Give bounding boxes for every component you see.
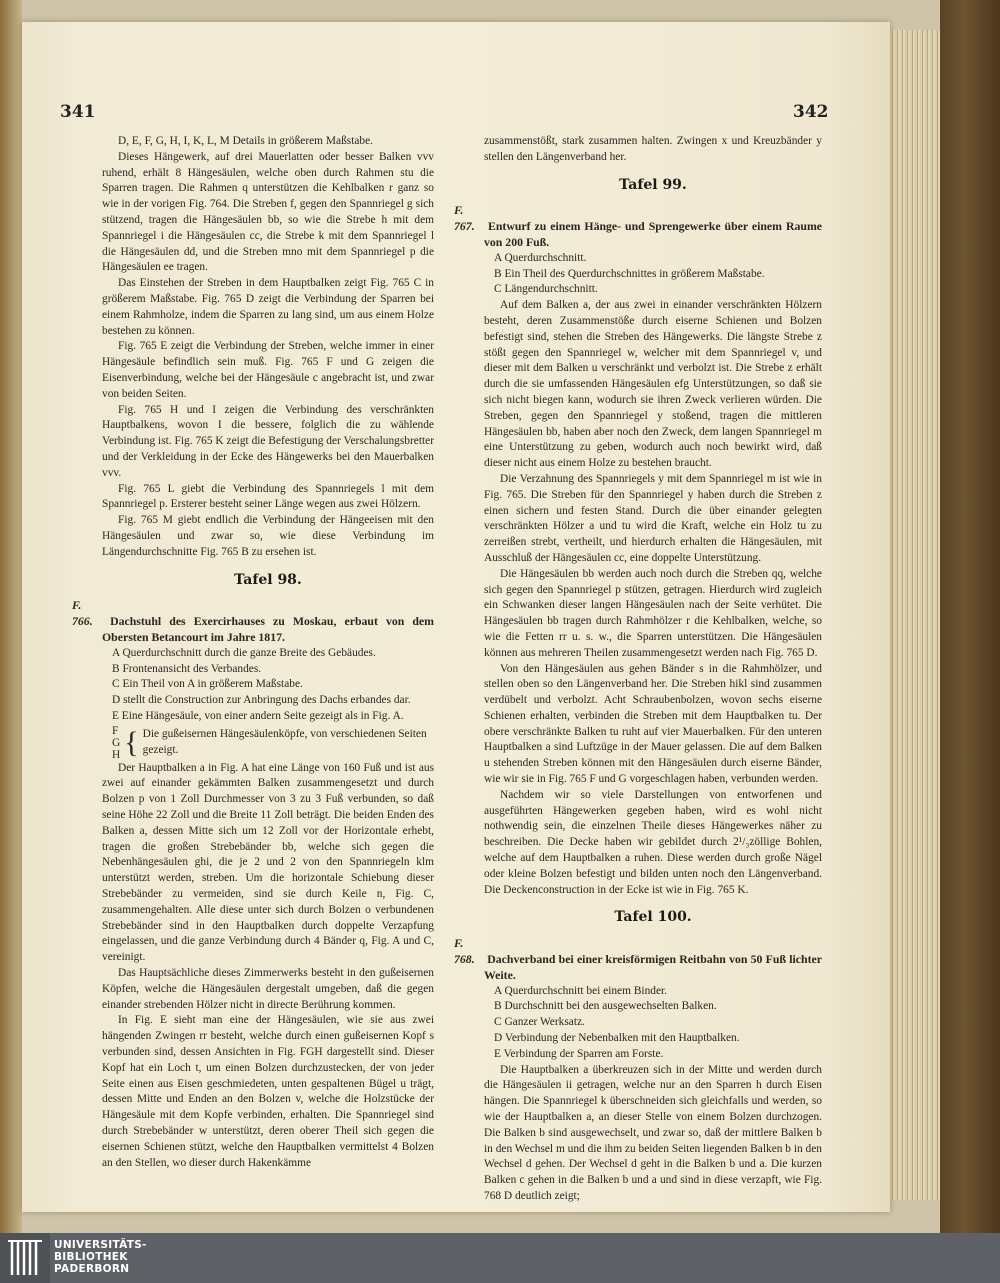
library-name-line: PADERBORN [54,1263,130,1275]
list-item: C Ganzer Werksatz. [494,1016,585,1029]
paragraph: Das Einstehen der Streben in dem Hauptbalken zeigt Fig. 765 C in größerem Maßstabe. Fig. 765 D zeigt die Verbindung der Sparren bei einem Rahmholze, indem die Sparren zu lang sind, um aus einem Holze bestehen zu können. [102,277,434,337]
paragraph: Die Hängesäulen bb werden auch noch durch die Streben qq, welche sich gegen den Spannriegel p stützen, getragen. Hierdurch wird zugleich ein Schwanken dieser langen Hängesäulen nach der Seite verhütet. Die Hängesäulen bb tragen durch Rahmhölzer r die Kehlbalken, welche, so wie die Fetten rr u. s. w., die Sparren unterstützen. Die Hängesäulen können aus mehreren Theilen zusammengesetzt werden nach Fig. 765 D. [484,567,822,659]
figure-caption [454,203,823,250]
brace-letter: F [112,724,119,737]
section-heading: Tafel 99. [619,176,687,193]
paragraph: Fig. 765 H und I zeigen die Verbindung des verschränkten Hauptbalkens, wovon I die bessere, folglich die zu wählende Verbindung ist. Fig. 765 K zeigt die Befestigung der Verschalungsbretter und der Verkleidung in der Ecke des Hängewerks bei den Mauerbalken vvv. [102,403,434,479]
paragraph: D, E, F, G, H, I, K, L, M Details in größerem Maßstabe. [118,135,374,147]
book-cover-board [940,0,1000,1233]
library-name-line: UNIVERSITÄTS- [54,1239,147,1251]
paragraph: In Fig. E sieht man eine der Hängesäulen, wie sie aus zwei hängenden Zwingen rr besteht, welche durch einen gußeisernen Kopf s verbunden sind, dessen Ansichten in Fig. FGH dargestellt sind. Dieser Kopf hat ein Loch t, um einen Bolzen durchzustecken, der von jeder Seite einen aus Eisen geschmiedeten, unten gespaltenen Bügel u trägt, dessen Mitte und Enden an den Bolzen v, welche die Holzstücke der Hängesäule mit dem Kopfe verbinden, erhalten. Die Spannriegel sind durch Strebebänder w unterstützt, deren oberer Theil sich gegen die eisernen Schienen stützt, welche den Hauptbalken vermittelst 4 Bolzen an den Stellen, wo dieser durch Hakenkämme [102,1014,434,1169]
library-name [54,1239,147,1275]
list-item: A Querdurchschnitt. [494,251,587,264]
paragraph: Auf dem Balken a, der aus zwei in einander verschränkten Hölzern besteht, deren Zusammenstöße durch eiserne Schienen und Bolzen befestigt sind, stehen die Streben des Hängewerks. Die längste Strebe z stößt gegen den Spannriegel w, welcher mit dem Spannriegel v, und dieser mit dem Balken u verschränkt und verbolzt ist. Die Strebe z erhält durch die sie umfassenden Hängesäulen efg Unterstützungen, so daß sie sich nicht biegen kann, wodurch sie ihren Zweck verlieren würden. Die Streben, gegen den Spannriegel y stoßend, tragen die mittleren Hängesäulen bb, haben aber noch den Zweck, dem langen Spannriegel m eine Unterstützung zu geben, wodurch auch noch bewirkt wird, daß dieser nicht aus einem Holze zu bestehen braucht. [484,299,822,470]
right-column [454,134,823,1205]
list-item: C Ein Theil von A in größerem Maßstabe. [112,678,303,691]
book-spine-edge [0,0,22,1233]
figure-number: F. 768. [454,936,475,967]
brace-text: Die gußeisernen Hängesäulenköpfe, von verschiedenen Seiten gezeigt. [142,727,427,756]
library-name-line: BIBLIOTHEK [54,1251,128,1263]
list-item: A Querdurchschnitt bei einem Binder. [494,984,668,997]
paragraph: Fig. 765 E zeigt die Verbindung der Streben, welche immer in einer Hängesäule befindlich sein muß. Fig. 765 F und G zeigen die Eisenverbindung, welche bei der Hängesäule c angebracht ist, und zwar von beiden Seiten. [102,340,434,400]
library-footer [0,1233,1000,1283]
paragraph: zusammenstößt, stark zusammen halten. Zwingen x und Kreuzbänder y stellen den Längenverband her. [484,135,822,163]
list-item: B Ein Theil des Querdurchschnittes in größerem Maßstabe. [494,267,765,280]
curly-brace-icon: { [124,725,139,759]
section-heading: Tafel 100. [614,909,692,926]
figure-number: F. 766. [72,598,93,629]
brace-group [102,725,434,761]
list-item: A Querdurchschnitt durch die ganze Breite des Gebäudes. [112,646,376,659]
list-item: B Frontenansicht des Verbandes. [112,662,262,675]
paragraph: Dieses Hängewerk, auf drei Mauerlatten oder besser Balken vvv ruhend, erhält 8 Hängesäulen, welche oben durch Rahmen stu die Sparren tragen. Die Rahmen q unterstützen die Kehlbalken r ganz so wie in der vorigen Fig. 764. Die Streben f, gegen den Spannriegel g sich stützend, tragen die Hängesäulen bb, so wie die Strebe h mit dem Spannriegel i die Hängesäulen cc, die Strebe k mit dem Spannriegel l die Hängesäulen dd, und die Streben mno mit dem Spannriegel p die Hängesäulen ee tragen. [102,150,434,274]
figure-caption [454,936,822,983]
list-item: B Durchschnitt bei den ausgewechselten Balken. [494,1000,717,1013]
list-item: D stellt die Construction zur Anbringung des Dachs erbandes dar. [112,694,411,707]
paragraph: Die Hauptbalken a überkreuzen sich in der Mitte und werden durch die Hängesäulen ii getragen, welche nur an den Sparren h durch Eisen hängen. Die Spannriegel k überschneiden sich gleichfalls und werden, so wie der Hauptbalken a, an dieser Stelle von einem Bolzen durchzogen. Die Balken b sind ausgewechselt, und zwar so, daß der mittlere Balken b in den Wechsel m und die ihm zu beiden Seiten liegenden Balken b in den Wechsel d gehen. Der Wechsel d geht in die Balken b und a. Die kurzen Balken c gehen in die Balken b und a und sind in diese verzapft, wie Fig. 768 D deutlich zeigt; [484,1063,822,1202]
paragraph: Die Verzahnung des Spannriegels y mit dem Spannriegel m ist wie in Fig. 765. Die Streben für den Spannriegel y haben durch die Streben z einen sichern und festen Stand. Durch die über einander gelegten verschränkten Hölzer a und tu wird die Kraft, welche ein Holz tu zu zerreißen strebt, vertheilt, und hierdurch erhalten die Hängesäulen, mit Ausschluß der Hängesäulen cc, eine doppelte Unterstützung. [484,472,822,564]
page-number-left: 341 [60,102,96,122]
figure-title: Dachverband bei einer kreisförmigen Reitbahn von 50 Fuß lichter Weite. [484,952,822,982]
section-heading: Tafel 98. [234,571,302,588]
paragraph: Der Hauptbalken a in Fig. A hat eine Länge von 160 Fuß und ist aus zwei auf einander gekämmten Balken zusammengesetzt und durch Bolzen p von 1 Zoll Durchmesser von 3 zu 3 Fuß verbunden, so daß seine Höhe 22 Zoll und die Breite 11 Zoll beträgt. Die beiden Enden des Balken a, dessen Mitte sich um 12 Zoll vor der Horizontale erhebt, tragen die großen Strebebänder bb, welche sich gegen die Nebenhängesäulen ghi, die je 2 und 2 von den Spannriegeln klm unterstützt werden, streben. Um die horizontale Schiebung dieser Strebebänder zu vermeiden, sind sie durch Keile n, Fig. C, zusammengehalten. Alle diese unter sich durch Bolzen o verbundenen Strebebänder sind in den Hauptbalken durch doppelte Verzapfung eingelassen, und die ganze Verbindung durch 4 Bänder q, Fig. A und C, vereinigt. [102,761,434,964]
list-item: E Eine Hängesäule, von einer andern Seite gezeigt als in Fig. A. [112,709,404,722]
list-item: C Längendurchschnitt. [494,283,598,296]
library-logo-icon [0,1233,50,1283]
figure-title: Dachstuhl des Exercirhauses zu Moskau, erbaut von dem Obersten Betancourt im Jahre 1817. [102,614,434,644]
paragraph: Von den Hängesäulen aus gehen Bänder s in die Rahmhölzer, und stellen oben so den Längenverband her. Die Streben hikl sind zusammen verdübelt und verbolzt. Acht Schraubenbolzen, wovon sechs eiserne Schienen erhalten, verbinden die Streben mit dem Hauptbalken tu. Der obere verschränkte Balken tu ruht auf vier Mauerbalken. Für den unteren Hauptbalken a sind Luftzüge in der Mauer gelassen. Die auf dem Balken u stehenden Streben können mit den Hängesäulen durch eiserne Bänder, wie wir sie in Fig. 765 F und G vorgeschlagen haben, verbunden werden. [484,662,822,786]
book-page [22,22,890,1212]
paragraph: Nachdem wir so viele Darstellungen von entworfenen und ausgeführten Hängewerken gegeben haben, wird es wohl nicht nothwendig sein, die einzelnen Theile dieses Hängewerkes näher zu beschreiben. Die Decke haben wir gebildet durch 2¹/₃zöllige Bohlen, welche auf dem Hauptbalken a ruhen. Diese werden durch große Nägel oder kleine Bolzen befestigt und bilden unten noch den Längenverband. Die Deckenconstruction in der Ecke ist wie in Fig. 765 K. [484,788,822,896]
figure-caption [72,598,434,645]
list-item: E Verbindung der Sparren am Forste. [494,1047,664,1060]
paragraph: Das Hauptsächliche dieses Zimmerwerks besteht in den gußeisernen Köpfen, welche die Hängesäulen dergestalt umgeben, daß die gegen einander strebenden Hölzer nicht in directe Berührung kommen. [102,967,434,1011]
left-column [72,134,434,1171]
figure-number: F. 767. [454,203,475,234]
paragraph: Fig. 765 M giebt endlich die Verbindung der Hängeeisen mit den Hängesäulen und zwar so, wie diese Verbindung im Längendurchschnitte Fig. 765 B zu ersehen ist. [102,514,434,558]
brace-letter: G [112,736,121,749]
brace-letter: H [112,748,121,761]
page-number-right: 342 [793,102,829,122]
paragraph: Fig. 765 L giebt die Verbindung des Spannriegels l mit dem Spannriegel p. Ersterer besteht seiner Länge wegen aus zwei Hölzern. [102,482,434,511]
page-edges [890,30,940,1200]
figure-title: Entwurf zu einem Hänge- und Sprengewerke über einem Raume von 200 Fuß. [484,219,823,249]
brace-letters [112,725,120,761]
list-item: D Verbindung der Nebenbalken mit den Hauptbalken. [494,1032,740,1045]
